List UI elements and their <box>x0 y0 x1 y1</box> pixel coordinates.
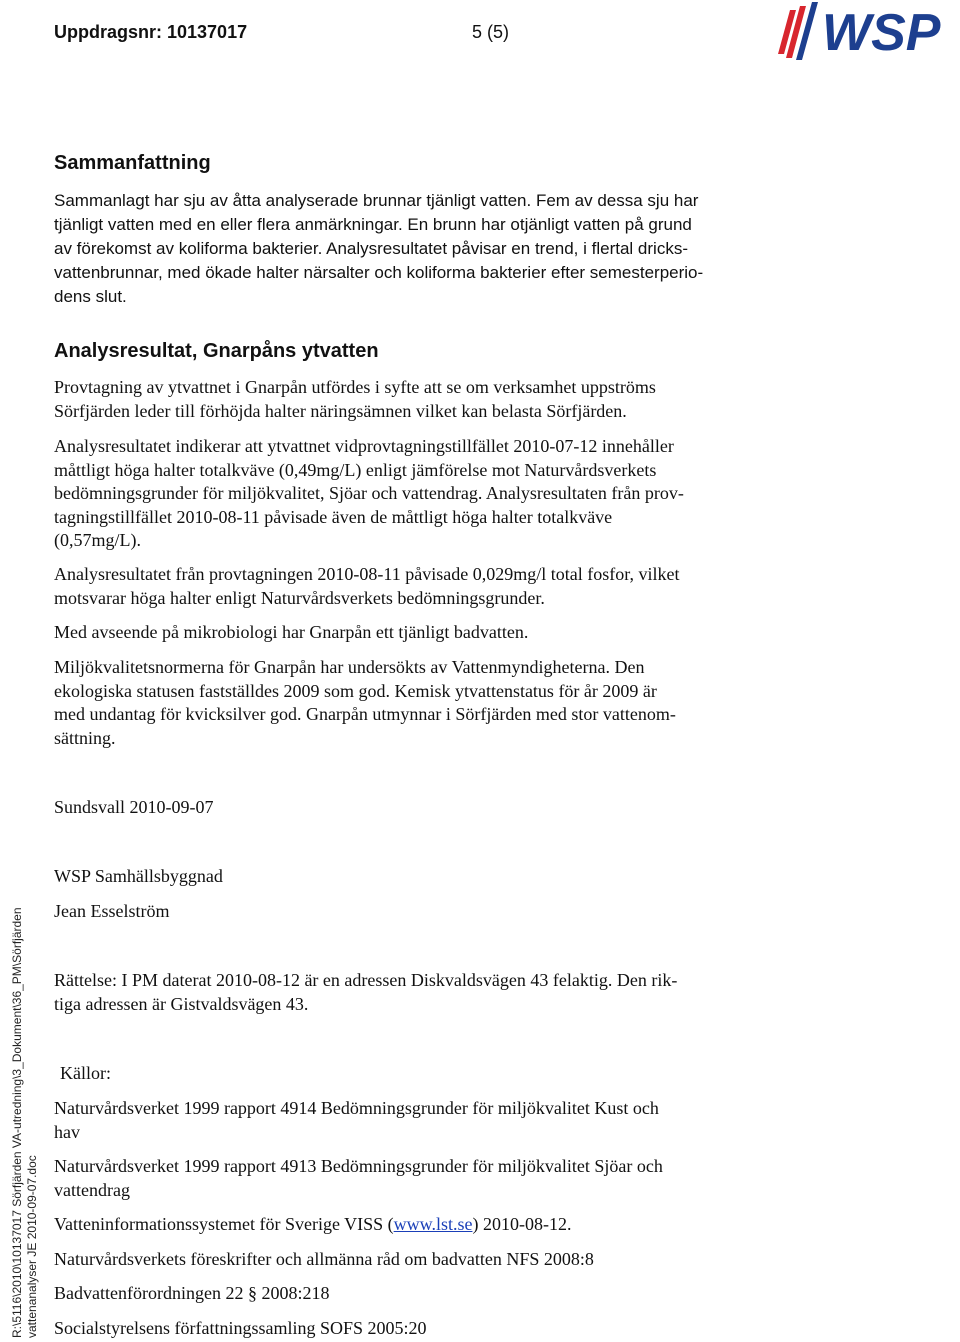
sources-heading: Källor: <box>60 1063 111 1083</box>
source-item: Socialstyrelsens författningssamling SOFS 2005:20 <box>54 1318 427 1338</box>
assignment-number: Uppdragsnr: 10137017 <box>54 22 248 42</box>
text-line: måttligt höga halter totalkväve (0,49mg/L) enligt jämförelse mot Naturvårdsverkets <box>54 459 657 480</box>
gnarpan-paragraph-1 <box>54 376 774 423</box>
company-name: WSP Samhällsbyggnad <box>54 866 223 886</box>
logo-text: WSP <box>822 4 941 62</box>
source-text: 2008:218 <box>256 1283 330 1303</box>
source-item <box>54 1213 774 1237</box>
summary-heading: Sammanfattning <box>54 152 211 174</box>
text-line: Naturvårdsverket 1999 rapport 4913 Bedömningsgrunder för miljökvalitet Sjöar och <box>54 1156 663 1176</box>
source-link[interactable]: www.lst.se <box>393 1214 473 1234</box>
text-line: Miljökvalitetsnormerna för Gnarpån har undersökts av Vattenmyndigheterna. Den <box>54 657 645 677</box>
text-line: Analysresultatet indikerar att ytvattnet vidprovtagningstillfället 2010-07-12 innehåller <box>54 436 674 456</box>
gnarpan-paragraph-3 <box>54 563 774 610</box>
gnarpan-paragraph-4 <box>54 621 774 645</box>
source-text: ) 2010-08-12. <box>472 1214 572 1234</box>
correction-note <box>54 969 774 1016</box>
page-number: 5 (5) <box>472 22 510 42</box>
gnarpan-heading: Analysresultat, Gnarpåns ytvatten <box>54 340 379 362</box>
summary-line: dens slut. <box>54 287 127 306</box>
text-line: Analysresultatet från provtagningen 2010-08-11 påvisade 0,029mg/l total fosfor, vilket <box>54 564 680 584</box>
section-symbol: § <box>247 1283 257 1303</box>
source-item <box>54 1282 774 1306</box>
text-line: motsvarar höga halter enligt Naturvårdsverkets bedömningsgrunder. <box>54 587 545 608</box>
author-name: Jean Esselström <box>54 901 170 921</box>
summary-line: vattenbrunnar, med ökade halter närsalter och koliforma bakterier efter semesterperio- <box>54 263 704 282</box>
text-line: Med avseende på mikrobiologi har Gnarpån ett tjänligt badvatten. <box>54 622 529 642</box>
summary-line: av förekomst av koliforma bakterier. Analysresultatet påvisar en trend, i flertal dricks- <box>54 239 688 258</box>
gnarpan-paragraph-5 <box>54 656 774 750</box>
summary-line: Sammanlagt har sju av åtta analyserade brunnar tjänligt vatten. Fem av dessa sju har <box>54 191 699 210</box>
summary-line: tjänligt vatten med en eller flera anmärkningar. En brunn har otjänligt vatten på grund <box>54 215 692 234</box>
text-line: Sörfjärden leder till förhöjda halter näringsämnen vilket kan belasta Sörfjärden. <box>54 400 627 421</box>
text-line: bedömningsgrunder för miljökvalitet, Sjöar och vattendrag. Analysresultaten från prov- <box>54 483 684 503</box>
place-date: Sundsvall 2010-09-07 <box>54 797 214 817</box>
source-item <box>54 1155 774 1202</box>
text-line: tagningstillfället 2010-08-11 påvisade även de måttligt höga halter totalkväve <box>54 506 613 527</box>
summary-paragraph <box>54 189 774 309</box>
source-text: Badvattenförordningen 22 <box>54 1283 244 1303</box>
path-line: R:\5116\2010\10137017 Sörfjärden VA-utredning\3_Dokument\36_PM\Sörfjärden <box>10 907 24 1338</box>
source-text: Vatteninformationssystemet för Sverige VISS ( <box>54 1214 394 1234</box>
text-line: Provtagning av ytvattnet i Gnarpån utfördes i syfte att se om verksamhet uppströms <box>54 377 656 397</box>
text-line: sättning. <box>54 727 116 748</box>
text-line: (0,57mg/L). <box>54 530 141 550</box>
text-line: hav <box>54 1121 80 1142</box>
source-item <box>54 1097 774 1144</box>
gnarpan-paragraph-2 <box>54 435 774 553</box>
document-path <box>10 907 40 1338</box>
text-line: vattendrag <box>54 1179 130 1200</box>
path-line: vattenanalyser JE 2010-09-07.doc <box>25 1155 39 1338</box>
text-line: Naturvårdsverket 1999 rapport 4914 Bedömningsgrunder för miljökvalitet Kust och <box>54 1098 659 1118</box>
text-line: ekologiska statusen fastställdes 2009 som god. Kemisk ytvattenstatus för år 2009 är <box>54 680 657 701</box>
wsp-logo <box>770 0 960 62</box>
text-line: tiga adressen är Gistvaldsvägen 43. <box>54 993 309 1014</box>
text-line: med undantag för kvicksilver god. Gnarpån utmynnar i Sörfjärden med stor vattenom- <box>54 704 676 724</box>
source-item: Naturvårdsverkets föreskrifter och allmänna råd om badvatten NFS 2008:8 <box>54 1249 594 1269</box>
text-line: Rättelse: I PM daterat 2010-08-12 är en adressen Diskvaldsvägen 43 felaktig. Den rik- <box>54 970 678 990</box>
